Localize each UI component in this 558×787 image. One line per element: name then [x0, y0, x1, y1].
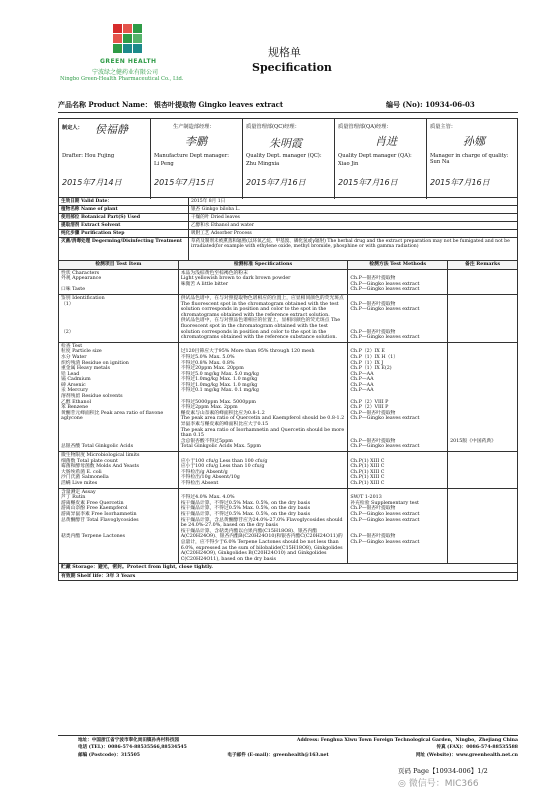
qc-date: 2015年7月16日 — [246, 178, 306, 187]
drafter-label: 制定人： — [62, 125, 83, 131]
qc-name: Zhu Mingxia — [246, 161, 280, 167]
shelf-row — [59, 572, 518, 581]
storage-text: 贮藏 Storage：避光，密封。Protect from light, close tightly. — [59, 564, 518, 573]
table-row — [59, 488, 518, 564]
drafter-date: 2015年7月14日 — [62, 178, 122, 187]
drafter-sub: Drafter: Hou Fujing — [62, 153, 115, 159]
cell-method: Ch.P(1) XIII C Ch.P(1) XIII C Ch.P(1) XIII C Ch.P(1) XIII C Ch.P(1) XIII C — [348, 452, 448, 489]
cell-spec: 供试品色谱中，在与对照提取物色谱相应的位置上，应显相同颜色的荧光斑点 The fluorescent spot in the chromatogram obtained with the test solution corresponds in position and color to the spot in the chromatograms obtained with the reference extract solution. 供试品色谱中，在与对照品色谱相应的位置上，显相同颜色的荧光斑点 The fluorescent spot in the chromatogram obtained with the test solution corresponds in position and color to the spot in the chromatograms obtained with the reference substance solution. — [178, 294, 348, 342]
table-header-row — [59, 261, 518, 270]
drafter-signature: 侯福静 — [95, 123, 128, 136]
qa-name: Xiao Jin — [338, 161, 359, 167]
footer-fax: 传真 (FAX)：0086-574-88535588 — [436, 745, 518, 751]
cell-item: 检查 Test 粒度 Particle size 水分 Water 炽灼残渣 Residue on ignition 重金属 Heavy metals 铅 Lead 镉 Cadmium 砷 Arsenic 汞 Mercury 溶剂残留 Residue solvents 乙醇 Ethanol 苯 Benzene 黄酮苷元峰面积比 Peak area ratio of flavone aglycone 总银杏酸 Total Ginkgolic Acids — [59, 342, 179, 451]
cell-remark — [448, 269, 518, 294]
cell-method: Ch.P—银杏叶提取物 Ch.P—Gingko leaves extract Ch.P—银杏叶提取物 Ch.P—Gingko leaves extract — [348, 294, 448, 342]
mfg-sub: Manufacture Dept manager: — [154, 153, 229, 159]
footer-postcode: 邮编 (Postcode)：315505 — [78, 752, 141, 758]
cell-remark: 2015版《中国药典》 — [448, 342, 518, 451]
qa-label: 质量管理部(QA)经理： — [338, 124, 392, 130]
approval-block — [58, 118, 518, 198]
mfg-date: 2015年7月15日 — [154, 178, 214, 187]
cell-item: 性状 Characters 外观 Appearance 口味 Taste — [59, 269, 179, 294]
storage-row — [59, 564, 518, 573]
footer-address-cn: 地址：中国浙江省宁波市奉化尚田镇孙冉村科技园 — [78, 738, 180, 743]
table-row — [59, 452, 518, 489]
mfg-signature: 李鹏 — [185, 135, 207, 148]
info-row: 生效日期 Valid Date： 2015年 8月 1日 — [59, 198, 517, 206]
shelf-text: 有效期 Shelf life：3年 3 Years — [59, 572, 518, 581]
table-row — [59, 294, 518, 342]
cell-method: SW/T 1-2013 补充检验 Supplementary test Ch.P—银杏叶提取物 Ch.P—Gingko leaves extract Ch.P—Gingko leaves extract Ch.P—银杏叶提取物 Ch.P—Gingko leaves extract — [348, 488, 448, 564]
footer — [78, 738, 518, 758]
info-row: 纯化步骤 Purification Step 吸附工艺 Adsorber Process — [59, 230, 517, 238]
qhead-date: 2015年7月16日 — [430, 178, 490, 187]
title-cn: 规格单 — [268, 46, 301, 59]
qa-signature: 肖进 — [375, 135, 397, 148]
footer-address-en: Address: Fenghua Xiwu Town Foreign Technological Garden，Ningbo，Zhejiang China — [296, 738, 518, 743]
cell-remark — [448, 488, 518, 564]
info-row: 提取溶剂 Extract Solvent 乙醇和水 Ethanol and water — [59, 222, 517, 230]
footer-tel: 电话 (TEL)：0086-574-88535566,88534545 — [78, 745, 187, 751]
cell-spec: 本品为浅棕黄色至棕褐色的粉末 Light yellowish brown to dark brown powder 味微苦 A little bitter — [178, 269, 348, 294]
qc-sub: Quality Dept. manager (QC): — [246, 153, 322, 159]
wechat-watermark: ◎ 微信号：MIC366 — [398, 779, 479, 787]
product-name: 银杏叶提取物 Gingko leaves extract — [154, 100, 284, 109]
cell-remark — [448, 452, 518, 489]
product-label: 产品名称 Product Name： — [58, 100, 152, 109]
col-header-item: 检测项目 Test Item — [59, 261, 179, 270]
info-row: 灭菌/消毒处理 Degerming/Disinfecting Treatment 草药及制剂未被熏蒸和辐照(以环氧乙烷、甲基溴、磷化氢或γ辐射) The herbal drug and the extract preparation may not be fumigated and not be irradiated(for example with ethylene oxide, methyl bromide, phosphine or with gamma radiation) — [59, 238, 517, 260]
info-block — [58, 198, 518, 261]
doc-no-label: 编号 (No): — [386, 100, 423, 109]
cell-item: 含量测定 Assay 芦丁 Rutin 游离槲皮素 Free Quercetin 游离山奈酚 Free Kaempferol 游离异鼠李素 Free Isorhamnetin 总黄酮醇苷 Total Flavoglycosides 萜类内酯 Terpene Lactones — [59, 488, 179, 564]
col-header-remarks: 备注 Remarks — [448, 261, 518, 270]
wechat-icon: ◎ — [398, 779, 409, 787]
footer-website: 网址 (Website)：www.greenhealth.net.cn — [415, 752, 518, 758]
cell-method: Ch.P—银杏叶提取物 Ch.P—Gingko leaves extract Ch.P—Gingko leaves extract — [348, 269, 448, 294]
col-header-spec: 检测标准 Specifications — [178, 261, 348, 270]
cell-spec: 过120目筛应大于95% More than 95% through 120 mesh 不得过5.0% Max. 5.0% 不得过0.8% Max. 0.8% 不得过20ppm Max. 20ppm 不得过5.0 mg/kg Max. 5.0 mg/kg 不得过1.0mg/kg Max. 1.0 mg/kg 不得过1.0mg/kg Max. 1.0 mg/kg 不得过0.1 mg/kg Max. 0.1 mg/kg 不得过5000ppm Max. 5000ppm 不得过2ppm Max. 2ppm 槲皮素与山奈素的峰面积比应为0.8-1.2 The peak area ratio of Quercetin and Kaempferol should be 0.8-1.2 异鼠李素与槲皮素的峰面积比应大于0.15 The peak area ratio of Isorhamnetin and Quercetin should be more than 0.15 含总银杏酸不得过5ppm Total Ginkgolic Acids Max. 5ppm — [178, 342, 348, 451]
mfg-label: 生产制造部经理： — [173, 124, 215, 130]
doc-no-value: 10934-06-03 — [425, 100, 475, 109]
qa-date: 2015年7月16日 — [338, 178, 398, 187]
page-number: 页码 Page【10934-006】1/2 — [398, 767, 488, 775]
qhead-sub: Manager in charge of quality: Sun Na — [430, 153, 509, 166]
footer-email: 电子邮件 (E-mail)：greenhealth@163.net — [227, 752, 329, 758]
qa-sub: Quality Dept manager (QA): — [338, 153, 412, 159]
company-name-en: Ningbo Green-Health Pharmaceutical Co., Ltd. — [60, 76, 184, 82]
cell-item: 微生物限度 Microbiological limits 细菌数 Total plate count 霉菌和酵母菌数 Molds And Yeasts 大肠埃希菌 E. coli 沙门氏菌 Salmonella 活螨 Live mites — [59, 452, 179, 489]
cell-item: 鉴别 Identification （1） （2） — [59, 294, 179, 342]
title-en: Specification — [252, 61, 332, 74]
spec-table — [58, 260, 518, 581]
qhead-label: 质量主管： — [430, 124, 456, 130]
info-row: 使用部位 Botanical Part(S) Used 干燥的叶 Dried leaves — [59, 214, 517, 222]
cell-spec: 应小于100 cfu/g Less than 100 cfu/g 应小于100 cfu/g Less than 10 cfu/g 不得检出/g Absent/g 不得检出/10g Absent/10g 不得检出 Absent — [178, 452, 348, 489]
table-row — [59, 269, 518, 294]
qhead-signature: 孙娜 — [463, 135, 485, 148]
table-row — [59, 342, 518, 451]
logo-text: GREEN HEALTH — [100, 58, 157, 65]
col-header-method: 检测方法 Test Methods — [348, 261, 448, 270]
mfg-name: Li Peng — [154, 161, 174, 167]
cell-remark — [448, 294, 518, 342]
cell-spec: 不得过4.0% Max. 4.0% 按干燥品计算，不得过0.5% Max. 0.5%, on the dry basis 按干燥品计算，不得过0.5% Max. 0.5%, on the dry basis 按干燥品计算，不得过0.5% Max. 0.5%, on the dry basis 按干燥品计算，含总黄酮醇苷应为24.0%-27.0% Flavoglycosides should be 24.0%-27.0%, based on the dry basis 按干燥品计算，含萜类内酯以白果内酯(C15H18O8)、银杏内酯A(C20H24O9)、银杏内酯B(C20H24O10)和银杏内酯C(C20H24O11)的总量计，应不得少于6.0% Terpene Lactones should be not less than 6.0%, expressed as the sum of bilobalide(C15H18O8), Ginkgolides A(C20H24O9), Ginkgolides B(C20H24O10) and Ginkgolides C(C20H24O11), based on the dry basis — [178, 488, 348, 564]
qc-signature: 朱明霞 — [269, 137, 302, 150]
qc-label: 质量管理部(QC)经理： — [246, 124, 300, 130]
info-row: 植物名称 Name of plant 银杏 Ginkgo biloba L. — [59, 206, 517, 214]
cell-method: Ch.P（2）IX E Ch.P（1）IX H（1） Ch.P（1）IX J Ch.P（1）IX E(2) Ch.P—AA Ch.P—AA Ch.P—AA Ch.P—AA Ch.P（2）VIII P Ch.P（2）VIII P Ch.P—银杏叶提取物 Ch.P—Gingko leaves extract Ch.P—银杏叶提取物 Ch.P—Gingko leaves extract — [348, 342, 448, 451]
company-name-cn: 宁波绿之健药业有限公司 — [92, 69, 159, 76]
